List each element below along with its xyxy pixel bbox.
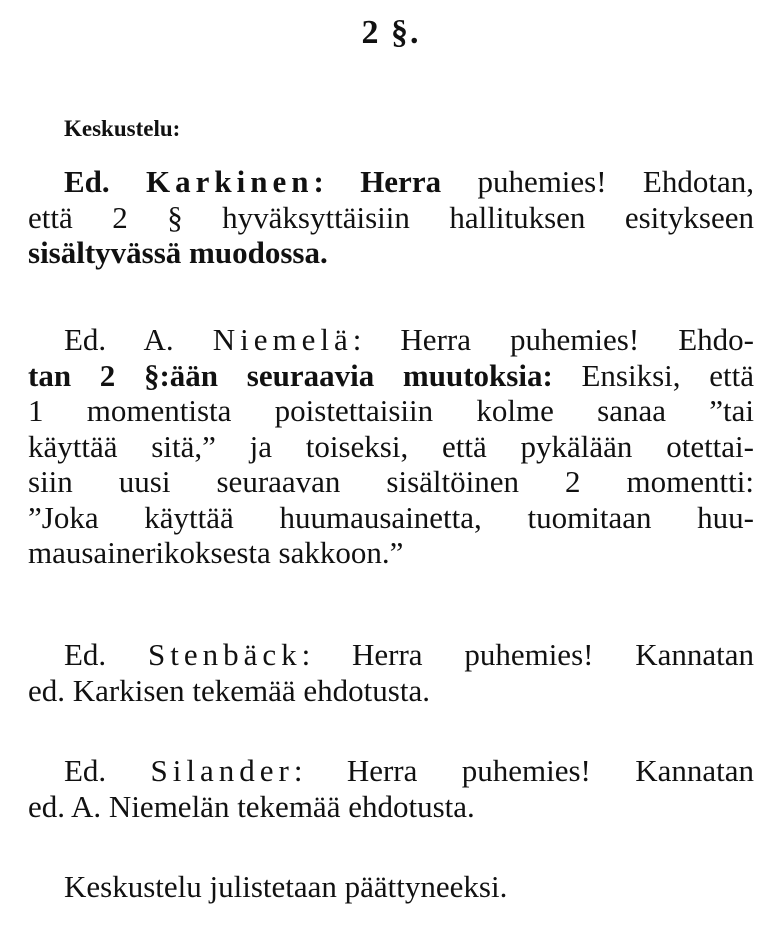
speaker-name-karkinen: Karkinen	[146, 164, 314, 199]
paragraph-stenback-line-1	[28, 637, 754, 673]
speaker-colon: :	[313, 164, 361, 199]
paragraph-karkinen-line-1	[28, 164, 754, 200]
speech-line-1-rest: : Herra puhemies! Ehdo-	[352, 322, 754, 357]
paragraph-niemela-line-6: ”Joka käyttää huumausainetta, tuomitaan huu-	[28, 499, 754, 535]
paragraph-silander	[28, 753, 754, 824]
paragraph-niemela-line-1	[28, 322, 754, 358]
speech-bold-phrase: tan 2 §:ään seuraavia muutoksia:	[28, 357, 553, 393]
paragraph-silander-line-1	[28, 753, 754, 789]
speaker-prefix: Ed.	[64, 637, 148, 672]
speaker-prefix: Ed.	[64, 164, 147, 199]
speaker-name-silander: Silander	[150, 753, 294, 788]
speech-line-1-rest: : Herra puhemies! Kannatan	[301, 637, 755, 672]
paragraph-karkinen-line-3: sisältyvässä muodossa.	[28, 235, 328, 270]
speaker-prefix: Ed. A.	[64, 322, 213, 357]
speaker-name-niemela: Niemelä	[212, 322, 353, 357]
speech-opening-bold: Herra	[360, 164, 442, 199]
paragraph-stenback	[28, 637, 754, 708]
paragraph-niemela-line-2	[28, 358, 754, 394]
paragraph-niemela-line-4: käyttää sitä,” ja toiseksi, että pykälään otettai-	[28, 428, 754, 464]
paragraph-stenback-line-2: ed. Karkisen tekemää ehdotusta.	[28, 672, 430, 708]
paragraph-karkinen	[28, 164, 754, 271]
closing-statement: Keskustelu julistetaan päättyneeksi.	[64, 869, 508, 904]
paragraph-niemela-line-7: mausainerikoksesta sakkoon.”	[28, 535, 404, 570]
paragraph-karkinen-line-2: että 2 § hyväksyttäisiin hallituksen esitykseen	[28, 199, 754, 235]
speech-line-1-rest: : Herra puhemies! Kannatan	[293, 753, 754, 788]
speech-line-2-rest: Ensiksi, että	[552, 357, 754, 393]
speaker-prefix: Ed.	[64, 753, 151, 788]
paragraph-niemela	[28, 322, 754, 571]
speaker-name-stenback: Stenbäck	[147, 637, 302, 672]
paragraph-niemela-line-3: 1 momentista poistettaisiin kolme sanaa ”tai	[28, 393, 754, 428]
discussion-label: Keskustelu:	[64, 116, 181, 141]
section-heading: 2 §.	[361, 14, 421, 51]
paragraph-silander-line-2: ed. A. Niemelän tekemää ehdotusta.	[28, 788, 475, 824]
paragraph-niemela-line-5: siin uusi seuraavan sisältöinen 2 momentti:	[28, 464, 754, 499]
speech-line-1-rest: puhemies! Ehdotan,	[441, 164, 754, 199]
